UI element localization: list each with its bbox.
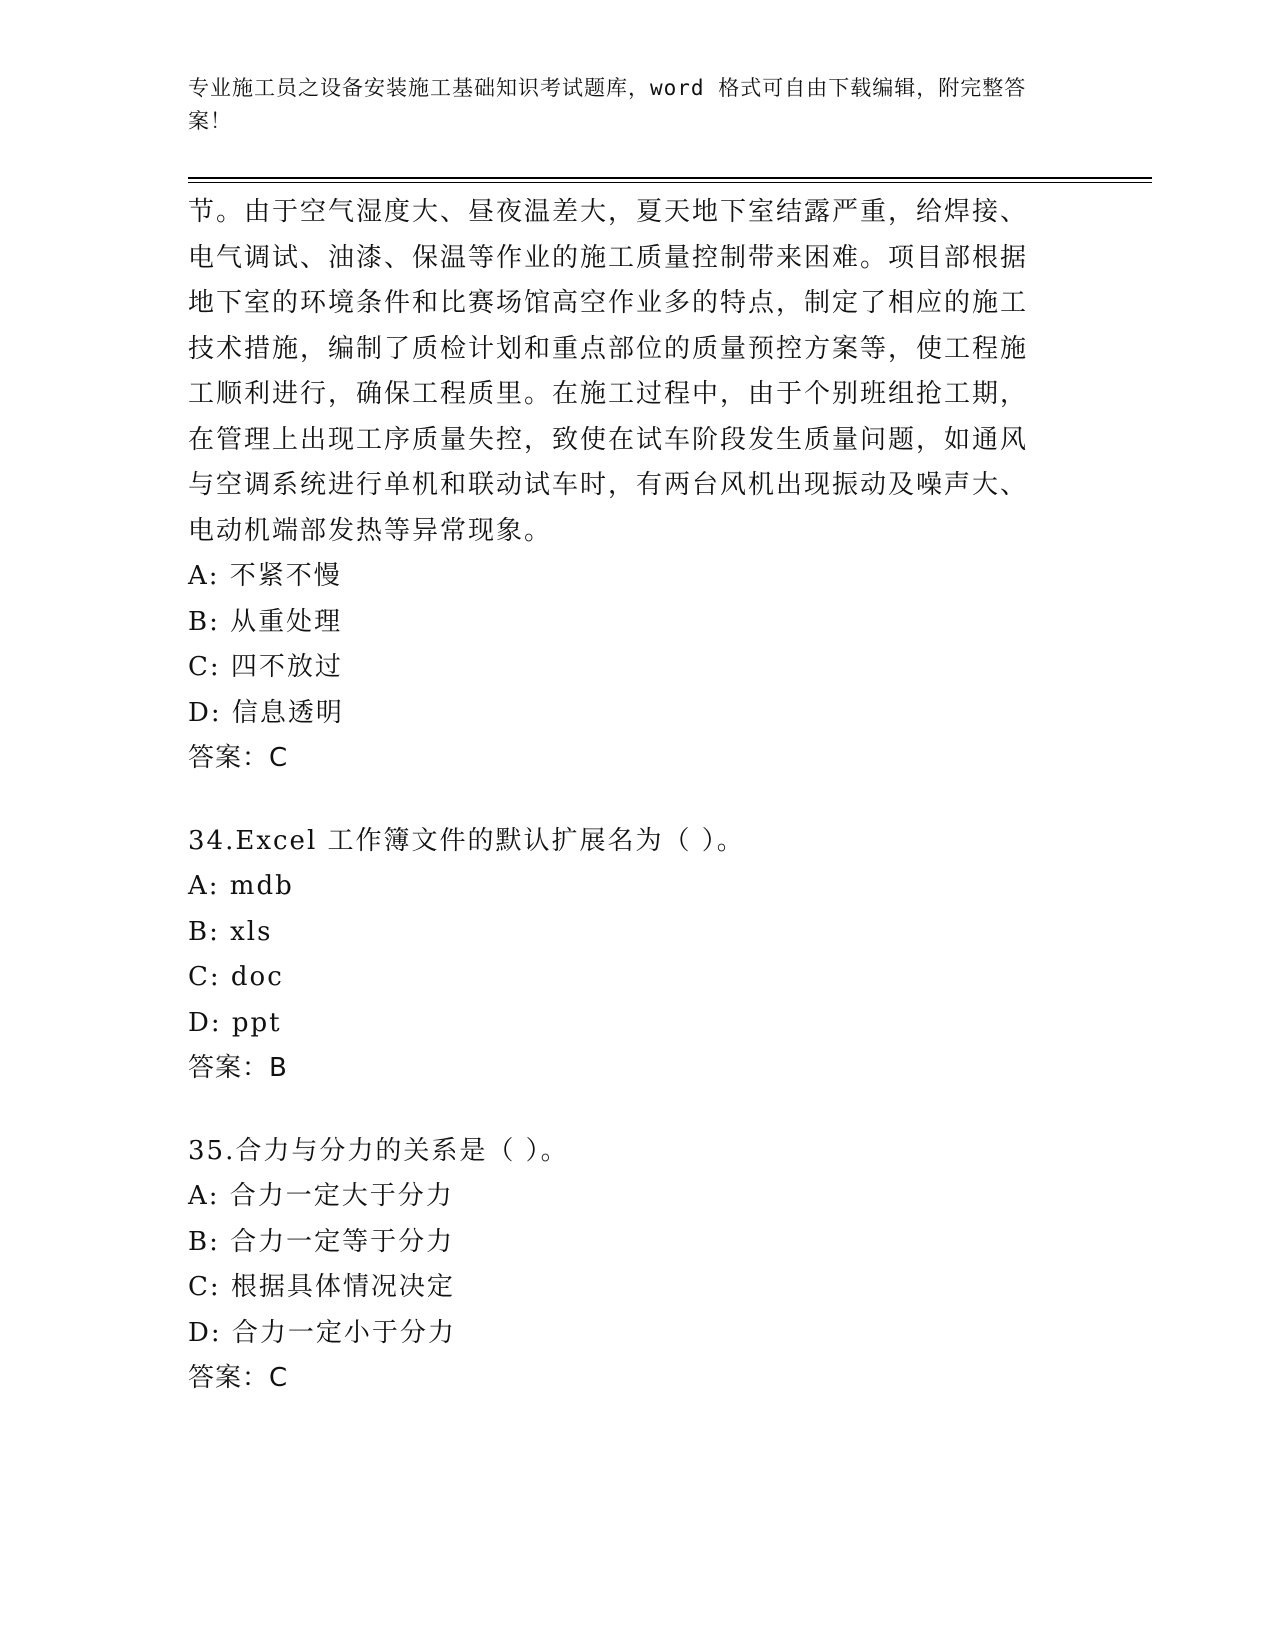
spacer [188,1092,1088,1129]
answer-line: 答案：C [188,1363,289,1393]
option-d: D: 信息透明 [188,697,344,728]
document-body [188,190,1088,1402]
paragraph-line: 工顺利进行，确保工程质里。在施工过程中，由于个别班组抢工期， [188,379,1029,409]
option-b: B: xls [188,916,273,947]
option-b: B: 从重处理 [188,606,343,637]
option-b: B: 合力一定等于分力 [188,1226,455,1257]
header-title: 专业施工员之设备安装施工基础知识考试题库，word 格式可自由下载编辑，附完整答案！ [188,76,1027,133]
paragraph-line: 技术措施，编制了质检计划和重点部位的质量预控方案等，使工程施 [188,333,1029,364]
header-divider-thick [188,177,1152,179]
document-header [188,72,1068,138]
option-c: C: 根据具体情况决定 [188,1272,455,1302]
question-34 [188,819,1088,1092]
paragraph-line: 与空调系统进行单机和联动试车时，有两台风机出现振动及噪声大、 [188,470,1029,500]
answer-line: 答案：B [188,1053,288,1083]
spacer [188,782,1088,819]
question-title: 34.Excel 工作簿文件的默认扩展名为（ ）。 [188,825,745,856]
option-d: D: 合力一定小于分力 [188,1317,456,1348]
option-c: C: doc [188,962,284,992]
continued-question [188,190,1088,782]
option-d: D: ppt [188,1007,282,1038]
option-a: A: 合力一定大于分力 [188,1181,454,1211]
paragraph-line: 电动机端部发热等异常现象。 [188,515,553,546]
option-a: A: 不紧不慢 [188,561,342,591]
question-35 [188,1129,1088,1402]
paragraph-line: 电气调试、油漆、保温等作业的施工质量控制带来困难。项目部根据 [188,242,1029,273]
answer-line: 答案：C [188,743,289,773]
option-c: C: 四不放过 [188,652,343,682]
header-divider-thin [188,182,1152,183]
option-a: A: mdb [188,871,294,901]
question-title: 35.合力与分力的关系是（ ）。 [188,1135,569,1166]
paragraph-line: 在管理上出现工序质量失控，致使在试车阶段发生质量问题，如通风 [188,424,1029,455]
paragraph-line: 地下室的环境条件和比赛场馆高空作业多的特点，制定了相应的施工 [188,288,1029,318]
paragraph-line: 节。由于空气湿度大、昼夜温差大，夏天地下室结露严重，给焊接、 [188,197,1029,227]
